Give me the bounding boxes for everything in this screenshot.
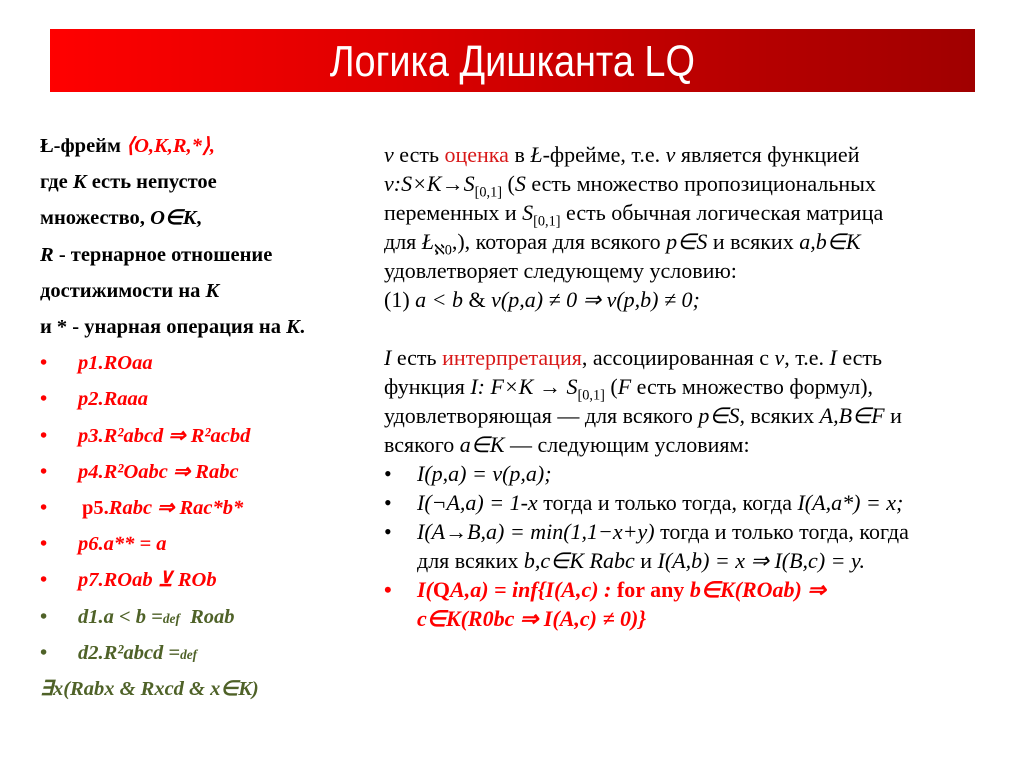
slide-title: Логика Дишканта LQ: [329, 36, 696, 86]
interpretation-paragraph: I есть интерпретация, ассоциированная с v, т.е. I есть функция I: $F\times K \to S_{[0,1]}$ (F есть множество формул), удовлетворяющая — для всякого p∈S, всяких A,B∈F и всякого a∈K — следующим условиям: • I(p,a) = v(p,a); • I(¬A,a) = 1-x тогда и только тогда, когда I(A,a*) = x; • I(A→B,a) = min(1,1−x+y) тогда и только тогда, когда для всяких b,c∈K Rabc и I(A,b) = x ⇒ I(B,c) = y. • I(QA,a) = inf{I(A,c) : for any b∈K(ROab) ⇒ c∈K(R0bc ⇒ I(A,c) ≠ 0)}: [384, 343, 1004, 633]
axiom-p5: • p5. Rabc ⇒ Rac*b*: [40, 490, 385, 526]
bullet-icon: •: [40, 605, 48, 628]
bullet-icon: •: [384, 461, 392, 486]
definition-d1: • d1. a < b = def Roab: [40, 599, 385, 635]
bullet-icon: •: [384, 577, 392, 602]
frame-desc-line: множество, O∈K,: [40, 207, 202, 230]
bullet-icon: •: [40, 497, 48, 520]
axiom-p2: • p2. Raaa: [40, 381, 385, 417]
condition-quantifier: • I(QA,a) = inf{I(A,c) : for any b∈K(ROab) ⇒ c∈K(R0bc ⇒ I(A,c) ≠ 0)}: [384, 577, 826, 631]
semantics-column: [384, 140, 1004, 633]
slide-title-bar: [50, 29, 975, 92]
axiom-p6: • p6. a** = a: [40, 526, 385, 562]
definition-d2: • d2. R²abcd = def: [40, 635, 385, 671]
axiom-p1: • p1. ROaa: [40, 345, 385, 381]
bullet-icon: •: [40, 641, 48, 664]
definition-d2-body: ∃x(Rabx & Rxcd & x∈K): [40, 678, 259, 701]
condition-1: (1) a < b & v(p,a) ≠ 0 ⇒ v(p,b) ≠ 0;: [384, 287, 700, 312]
bullet-icon: •: [40, 460, 48, 483]
bullet-icon: •: [40, 388, 48, 411]
frame-tuple: ⟨O,K,R,*⟩,: [126, 135, 215, 157]
frame-desc-line: где K есть непустое: [40, 171, 217, 194]
axiom-p3: • p3. R²abcd ⇒ R²acbd: [40, 418, 385, 454]
bullet-icon: •: [40, 569, 48, 592]
bullet-icon: •: [40, 424, 48, 447]
bullet-icon: •: [384, 490, 392, 515]
frame-desc-line: и * - унарная операция на K.: [40, 316, 305, 339]
term-valuation: оценка: [444, 142, 509, 167]
term-interpretation: интерпретация: [442, 345, 582, 370]
valuation-paragraph: v есть оценка в Ł-фрейме, т.е. v является функцией $\nu:S\times K\to S_{[0,1]}$ (S есть множество пропозициональных переменных и $S_{[0,1]}$ есть обычная логическая матрица для $Ł_{ℵ0}$,), которая для всякого p∈S и всяких a,b∈K удовлетворяет следующему условию: (1) a < b & v(p,a) ≠ 0 ⇒ v(p,b) ≠ 0;: [384, 140, 1004, 314]
bullet-icon: •: [40, 352, 48, 375]
axiom-p4: • p4. R²Oabc ⇒ Rabc: [40, 454, 385, 490]
condition-implication: • I(A→B,a) = min(1,1−x+y) тогда и только тогда, когда для всяких b,c∈K Rabc и I(A,b) = x ⇒ I(B,c) = y.: [384, 519, 909, 573]
bullet-icon: •: [384, 519, 392, 544]
frame-heading: Ł-фрейм ⟨O,K,R,*⟩,: [40, 135, 215, 157]
frame-desc-line: достижимости на K: [40, 279, 220, 302]
condition-atomic: • I(p,a) = v(p,a);: [384, 461, 552, 486]
frame-definition-column: [40, 128, 385, 707]
bullet-icon: •: [40, 533, 48, 556]
frame-desc-line: R - тернарное отношение: [40, 243, 273, 266]
axiom-p7: • p7. ROab ⊻ ROb: [40, 562, 385, 598]
condition-negation: • I(¬A,a) = 1-x тогда и только тогда, когда I(A,a*) = x;: [384, 490, 904, 515]
